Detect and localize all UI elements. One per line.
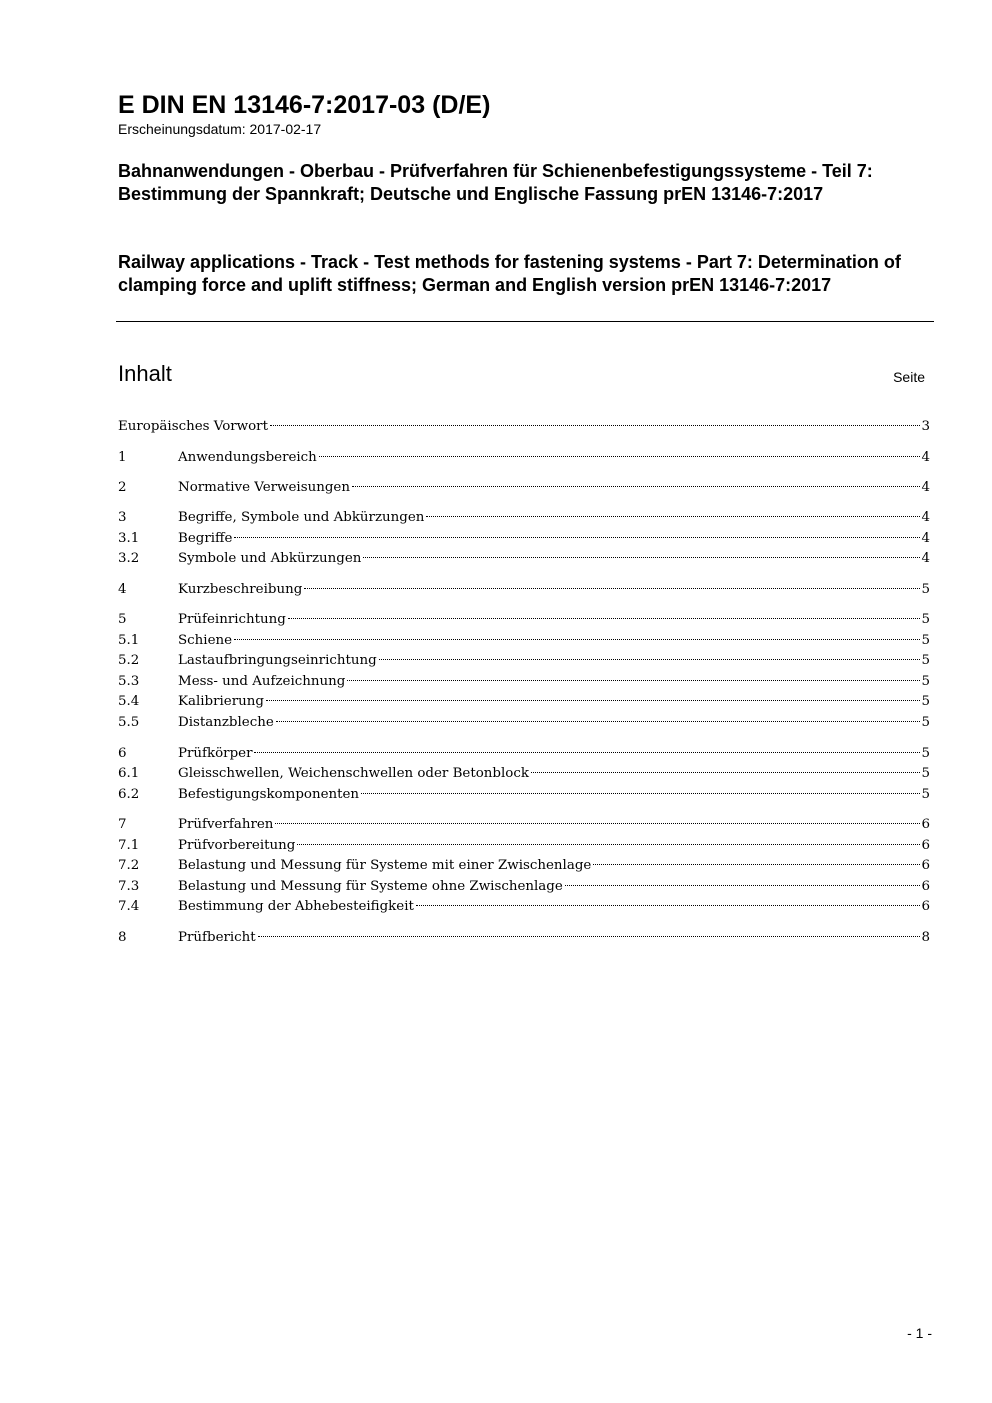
toc-entry[interactable] (118, 856, 930, 876)
toc-entry-page: 4 (921, 551, 930, 566)
toc-entry-number: 7.1 (118, 838, 140, 853)
toc-entry[interactable] (118, 549, 930, 569)
toc-dot-leader (304, 588, 920, 589)
toc-entry-number: 3 (118, 510, 127, 525)
toc-dot-leader (347, 680, 920, 681)
toc-dot-leader (270, 425, 920, 426)
toc-entry-number: 5 (118, 612, 127, 627)
toc-entry-title: Symbole und Abkürzungen (178, 551, 362, 566)
toc-dot-leader (531, 772, 920, 773)
toc-entry[interactable] (118, 897, 930, 917)
toc-entry[interactable] (118, 478, 930, 498)
toc-entry[interactable] (118, 610, 930, 630)
toc-entry-number: 5.5 (118, 715, 140, 730)
toc-entry-title: Prüfverfahren (178, 817, 274, 832)
toc-dot-leader (593, 864, 920, 865)
toc-entry-title: Begriffe, Symbole und Abkürzungen (178, 510, 425, 525)
toc-dot-leader (363, 557, 920, 558)
toc-entry-number: 6.2 (118, 787, 140, 802)
toc-entry-page: 5 (921, 612, 930, 627)
toc-entry-title: Europäisches Vorwort (118, 419, 268, 434)
toc-entry-number: 5.4 (118, 694, 140, 709)
toc-entry-number: 6.1 (118, 766, 140, 781)
toc-entry-number: 1 (118, 450, 127, 465)
toc-entry-title: Normative Verweisungen (178, 480, 350, 495)
toc-entry-title: Bestimmung der Abhebesteifigkeit (178, 899, 414, 914)
toc-entry-title: Anwendungsbereich (178, 450, 317, 465)
toc-entry[interactable] (118, 785, 930, 805)
table-of-contents (118, 0, 930, 1403)
toc-entry-title: Prüfvorbereitung (178, 838, 296, 853)
toc-entry-title: Belastung und Messung für Systeme mit einer Zwischenlage (178, 858, 592, 873)
toc-entry-number: 5.1 (118, 633, 140, 648)
toc-entry[interactable] (118, 744, 930, 764)
toc-dot-leader (319, 456, 920, 457)
toc-entry-page: 6 (921, 858, 930, 873)
toc-entry-number: 7.3 (118, 879, 140, 894)
toc-entry[interactable] (118, 815, 930, 835)
toc-dot-leader (258, 936, 920, 937)
toc-page-column-label: Seite (893, 369, 925, 385)
toc-entry-number: 6 (118, 746, 127, 761)
toc-entry[interactable] (118, 672, 930, 692)
toc-entry-page: 6 (921, 817, 930, 832)
toc-entry-title: Prüfeinrichtung (178, 612, 286, 627)
toc-entry-title: Begriffe (178, 531, 233, 546)
toc-entry-page: 6 (921, 899, 930, 914)
toc-dot-leader (266, 700, 920, 701)
publication-date: Erscheinungsdatum: 2017-02-17 (118, 121, 322, 137)
toc-entry-page: 6 (921, 838, 930, 853)
toc-dot-leader (297, 844, 920, 845)
toc-entry-page: 5 (921, 653, 930, 668)
toc-entry[interactable] (118, 764, 930, 784)
toc-dot-leader (361, 793, 920, 794)
toc-entry-title: Belastung und Messung für Systeme ohne Zwischenlage (178, 879, 563, 894)
title-english: Railway applications - Track - Test methods for fastening systems - Part 7: Determination of clamping force and uplift stiffness; German and English version prEN 13146-7:2017 (118, 252, 901, 295)
toc-entry-title: Prüfkörper (178, 746, 253, 761)
toc-entry-title: Gleisschwellen, Weichenschwellen oder Betonblock (178, 766, 529, 781)
toc-entry-page: 5 (921, 694, 930, 709)
toc-entry-number: 5.2 (118, 653, 140, 668)
toc-entry-title: Kalibrierung (178, 694, 264, 709)
toc-entry-number: 7 (118, 817, 127, 832)
toc-entry[interactable] (118, 631, 930, 651)
toc-entry-number: 7.4 (118, 899, 140, 914)
toc-dot-leader (288, 618, 920, 619)
toc-entry-number: 2 (118, 480, 127, 495)
toc-entry-page: 4 (921, 510, 930, 525)
toc-dot-leader (416, 905, 920, 906)
toc-entry[interactable] (118, 692, 930, 712)
toc-entry-page: 3 (921, 419, 930, 434)
toc-entry-number: 5.3 (118, 674, 140, 689)
toc-entry[interactable] (118, 928, 930, 948)
page-number: - 1 - (907, 1325, 932, 1341)
toc-heading: Inhalt (118, 361, 172, 386)
toc-entry[interactable] (118, 580, 930, 600)
toc-entry[interactable] (118, 508, 930, 528)
toc-entry[interactable] (118, 713, 930, 733)
toc-entry-title: Lastaufbringungseinrichtung (178, 653, 377, 668)
toc-dot-leader (234, 537, 920, 538)
toc-entry-number: 8 (118, 930, 127, 945)
toc-dot-leader (234, 639, 920, 640)
toc-entry-page: 8 (921, 930, 930, 945)
toc-entry[interactable] (118, 651, 930, 671)
toc-entry-title: Schiene (178, 633, 233, 648)
toc-entry-number: 3.1 (118, 531, 140, 546)
toc-dot-leader (276, 721, 920, 722)
toc-entry-page: 4 (921, 450, 930, 465)
document-id: E DIN EN 13146-7:2017-03 (D/E) (118, 91, 491, 119)
toc-dot-leader (352, 486, 920, 487)
toc-entry-page: 4 (921, 480, 930, 495)
toc-entry-title: Prüfbericht (178, 930, 256, 945)
toc-entry-number: 3.2 (118, 551, 140, 566)
toc-entry-page: 6 (921, 879, 930, 894)
toc-dot-leader (426, 516, 920, 517)
toc-dot-leader (379, 659, 920, 660)
toc-entry-page: 4 (921, 531, 930, 546)
toc-entry-page: 5 (921, 715, 930, 730)
toc-entry[interactable] (118, 877, 930, 897)
toc-entry[interactable] (118, 417, 930, 437)
toc-dot-leader (275, 823, 920, 824)
toc-entry-title: Mess- und Aufzeichnung (178, 674, 346, 689)
toc-entry-page: 5 (921, 766, 930, 781)
toc-entry-title: Befestigungskomponenten (178, 787, 360, 802)
toc-dot-leader (565, 885, 920, 886)
toc-entry-page: 5 (921, 582, 930, 597)
toc-entry-title: Distanzbleche (178, 715, 274, 730)
title-german: Bahnanwendungen - Oberbau - Prüfverfahren für Schienenbefestigungssysteme - Teil 7: Bestimmung der Spannkraft; Deutsche und Englische Fassung prEN 13146-7:2017 (118, 161, 873, 204)
toc-entry-page: 5 (921, 633, 930, 648)
toc-entry-number: 7.2 (118, 858, 140, 873)
toc-entry[interactable] (118, 529, 930, 549)
toc-dot-leader (254, 752, 920, 753)
toc-entry[interactable] (118, 836, 930, 856)
toc-entry[interactable] (118, 448, 930, 468)
toc-entry-page: 5 (921, 674, 930, 689)
toc-entry-page: 5 (921, 787, 930, 802)
toc-entry-page: 5 (921, 746, 930, 761)
toc-entry-title: Kurzbeschreibung (178, 582, 303, 597)
toc-entry-number: 4 (118, 582, 127, 597)
